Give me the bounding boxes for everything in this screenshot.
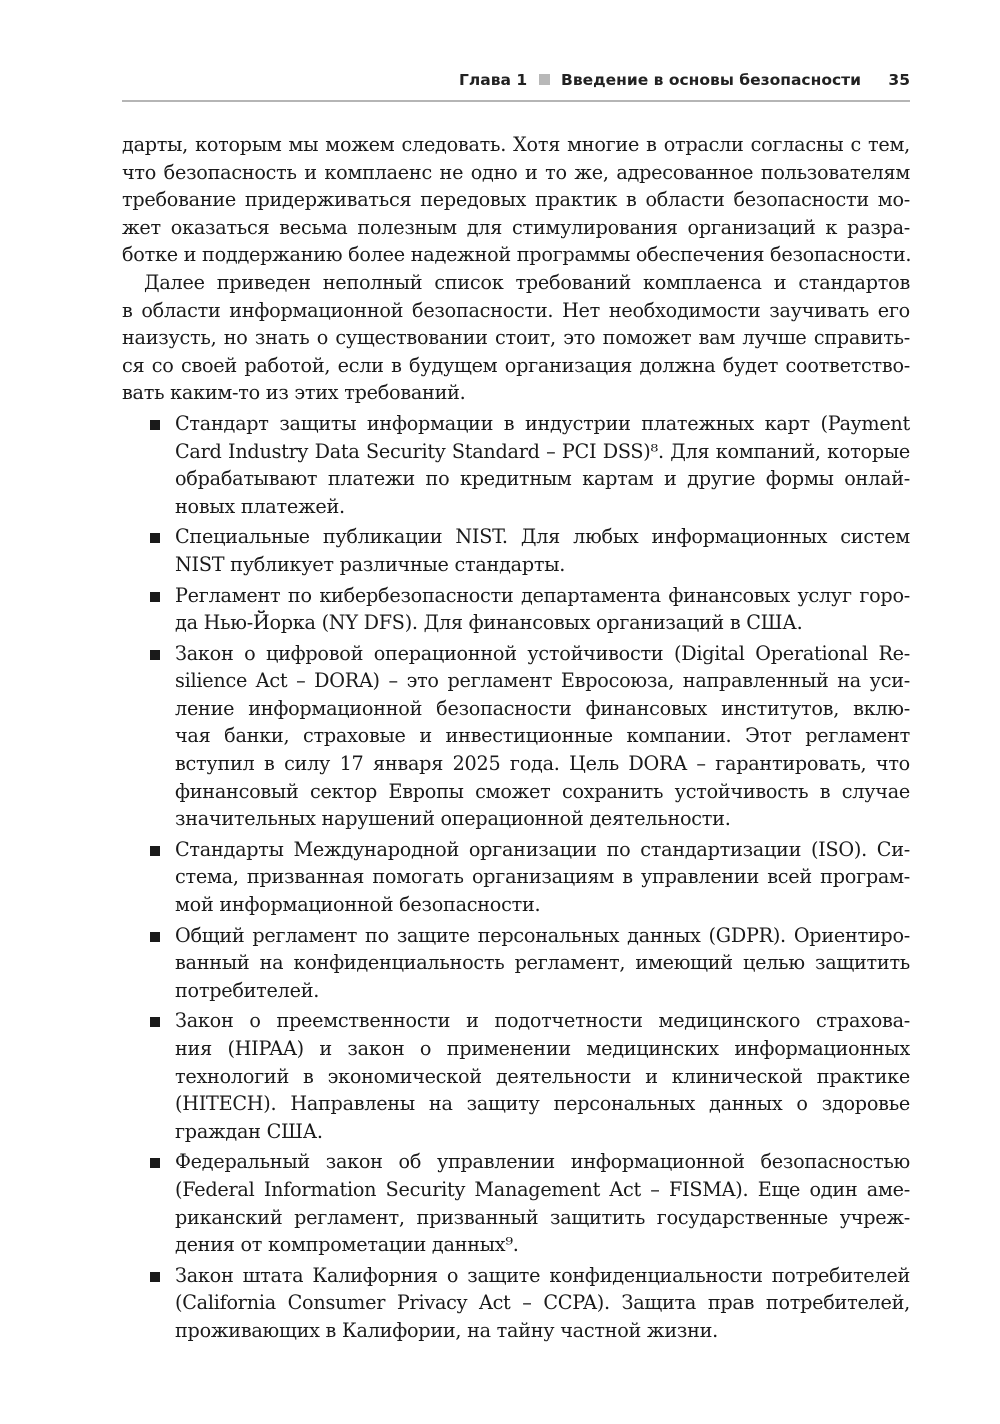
text-line: Регламент по кибербезопасности департамента финансовых услуг горо- <box>175 583 910 607</box>
page-body <box>122 131 910 1345</box>
text-line: Общий регламент по защите персональных данных (GDPR). Ориентиро- <box>175 923 910 947</box>
text-line: потребителей. <box>175 978 320 1002</box>
text-line: Закон о цифровой операционной устойчивости (Digital Operational Re- <box>175 641 910 665</box>
bullet-square-icon <box>150 420 160 430</box>
text-line: обрабатывают платежи по кредитным картам и другие формы онлай- <box>175 467 910 491</box>
text-line: Специальные публикации NIST. Для любых информационных систем <box>175 525 910 549</box>
text-line: ния (HIPAA) и закон о применении медицинских информационных <box>175 1037 910 1060</box>
text-line: требование придерживаться передовых практик в области безопасности мо- <box>122 188 910 212</box>
bullet-list <box>122 410 910 1345</box>
text-line: мой информационной безопасности. <box>175 893 541 917</box>
text-line: (Federal Information Security Management Act – FISMA). Еще один аме- <box>175 1177 910 1201</box>
text-line: Стандарты Международной организации по стандартизации (ISO). Си- <box>175 837 910 861</box>
text-line: вступил в силу 17 января 2025 года. Цель DORA – гарантировать, что <box>175 752 910 776</box>
text-line: новых платежей. <box>175 494 345 518</box>
text-line: ботке и поддержанию более надежной программы обеспечения безопасности. <box>122 243 912 267</box>
text-line: Стандарт защиты информации в индустрии платежных карт (Payment <box>175 411 910 435</box>
text-line: Закон штата Калифорния о защите конфиденциальности потребителей <box>175 1263 910 1287</box>
text-line: NIST публикует различные стандарты. <box>175 552 566 576</box>
separator-square-icon <box>539 74 550 85</box>
text-line: ся со своей работой, если в будущем организация должна будет соответство- <box>122 353 910 377</box>
running-header <box>122 70 910 102</box>
chapter-title: Введение в основы безопасности <box>561 70 862 89</box>
text-line: да Нью-Йорка (NY DFS). Для финансовых организаций в США. <box>175 611 803 635</box>
text-line: риканский регламент, призванный защитить государственные учреж- <box>175 1205 910 1229</box>
list-item <box>122 836 910 919</box>
text-line: Федеральный закон об управлении информационной безопасностью <box>175 1150 910 1174</box>
text-line: Закон о преемственности и подотчетности медицинского страхова- <box>175 1009 910 1033</box>
text-line: наизусть, но знать о существовании стоит, это поможет вам лучше справить- <box>122 326 910 350</box>
text-line: технологий в экономической деятельности и клинической практике <box>175 1064 910 1088</box>
text-line: жет оказаться весьма полезным для стимулирования организаций к разра- <box>122 215 910 239</box>
text-line: (HITECH). Направлены на защиту персональных данных о здоровье <box>175 1092 910 1116</box>
paragraph <box>122 269 910 407</box>
list-item <box>122 640 910 833</box>
text-line: silience Act – DORA) – это регламент Евросоюза, направленный на уси- <box>175 669 910 693</box>
text-line: граждан США. <box>175 1119 323 1143</box>
chapter-label: Глава 1 <box>459 70 528 89</box>
list-item <box>122 523 910 578</box>
list-item <box>122 1148 910 1258</box>
text-line: дения от компрометации данных⁹. <box>175 1233 519 1257</box>
text-line: в области информационной безопасности. Нет необходимости заучивать его <box>122 298 910 322</box>
text-line: значительных нарушений операционной деятельности. <box>175 807 731 831</box>
bullet-square-icon <box>150 1272 160 1282</box>
text-line: финансовый сектор Европы сможет сохранить устойчивость в случае <box>175 779 910 803</box>
bullet-square-icon <box>150 592 160 602</box>
text-line: ванный на конфиденциальность регламент, имеющий целью защитить <box>175 951 910 975</box>
bullet-square-icon <box>150 932 160 942</box>
list-item <box>122 410 910 520</box>
text-line: что безопасность и комплаенс не одно и то же, адресованное пользователям <box>122 160 910 184</box>
list-item <box>122 922 910 1005</box>
bullet-square-icon <box>150 1158 160 1168</box>
text-line: дарты, которым мы можем следовать. Хотя многие в отрасли согласны с тем, <box>122 133 910 156</box>
text-line: стема, призванная помогать организациям в управлении всей програм- <box>175 865 910 889</box>
text-line: (California Consumer Privacy Act – CCPA). Защита прав потребителей, <box>175 1291 910 1315</box>
text-line: чая банки, страховые и инвестиционные компании. Этот регламент <box>175 724 910 748</box>
list-item <box>122 582 910 637</box>
text-line: Далее приведен неполный список требований комплаенса и стандартов <box>144 270 910 294</box>
list-item <box>122 1262 910 1345</box>
page-number: 35 <box>888 70 910 89</box>
bullet-square-icon <box>150 1017 160 1027</box>
list-item <box>122 1007 910 1145</box>
paragraph <box>122 131 910 269</box>
bullet-square-icon <box>150 533 160 543</box>
text-line: проживающих в Калифории, на тайну частной жизни. <box>175 1318 718 1342</box>
text-line: ление информационной безопасности финансовых институтов, вклю- <box>175 696 910 720</box>
bullet-square-icon <box>150 846 160 856</box>
text-line: Card Industry Data Security Standard – PCI DSS)⁸. Для компаний, которые <box>175 439 910 463</box>
bullet-square-icon <box>150 650 160 660</box>
text-line: вать каким-то из этих требований. <box>122 381 466 405</box>
